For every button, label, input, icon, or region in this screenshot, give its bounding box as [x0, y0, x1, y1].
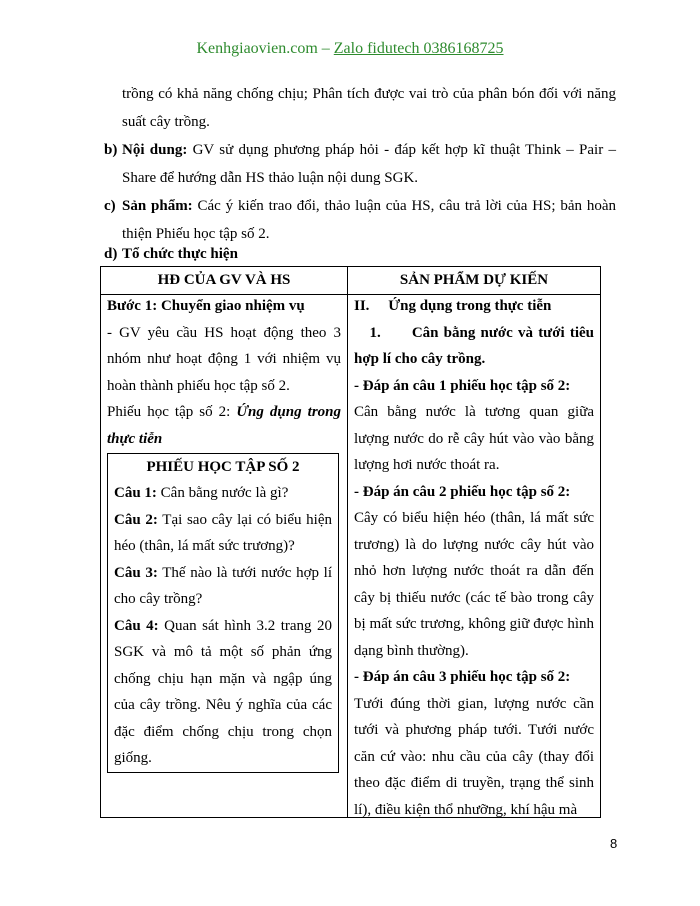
subsection-number: 1. — [369, 324, 381, 341]
question-1: Câu 1: Cân bằng nước là gì? — [114, 485, 289, 501]
col2-header: SẢN PHẨM DỰ KIẾN — [399, 272, 549, 288]
item-d — [104, 240, 616, 268]
subsection-title: Cân bằng nước và tưới tiêu hợp lí cho cây trồng. — [354, 324, 594, 367]
task-text: - GV yêu cầu HS hoạt động theo 3 nhóm như hoạt động 1 với nhiệm vụ hoàn thành phiếu học tập số 2. — [107, 324, 341, 394]
section-number: II. — [354, 298, 370, 314]
page-header — [0, 40, 700, 58]
item-d-key: Tổ chức thực hiện — [122, 246, 238, 262]
table-column-divider — [347, 267, 348, 817]
intro-paragraph: trồng có khả năng chống chịu; Phân tích được vai trò của phân bón đối với năng suất cây trồng. — [122, 86, 616, 130]
item-d-label: d) — [104, 246, 118, 262]
answer-2-text: Cây có biểu hiện héo (thân, lá mất sức trương) là do lượng nước cây hút vào nhỏ hơn lượng nước thoát ra dẫn đến cây bị thiếu nước (các tế bào trong cây bị mất sức trương, không giữ được hình dạng bình thường). — [354, 510, 594, 659]
item-c-key: Sản phẩm: — [122, 198, 193, 214]
site-link[interactable]: Kenhgiaovien.com — [196, 40, 318, 57]
answer-2-heading: - Đáp án câu 2 phiếu học tập số 2: — [354, 483, 571, 500]
question-4: Câu 4: Quan sát hình 3.2 trang 20 SGK và mô tả một số phản ứng chống chịu hạn mặn và ngập úng của cây trồng. Nêu ý nghĩa của các đặc điểm chống chịu trong chọn giống. — [114, 617, 333, 766]
worksheet-box — [107, 453, 339, 773]
section-title: Ứng dụng trong thực tiễn — [388, 298, 552, 314]
zalo-link[interactable]: Zalo fidutech 0386168725 — [333, 40, 504, 57]
question-2: Câu 2: Tại sao cây lại có biểu hiện héo (thân, lá mất sức trương)? — [114, 511, 332, 554]
item-b — [104, 136, 616, 192]
item-c-label: c) — [104, 198, 116, 214]
answer-3-heading: - Đáp án câu 3 phiếu học tập số 2: — [354, 669, 571, 685]
right-cell — [354, 293, 594, 823]
left-cell — [107, 293, 341, 452]
question-3: Câu 3: Thế nào là tưới nước hợp lí cho cây trồng? — [114, 564, 333, 607]
header-separator: – — [317, 40, 334, 57]
col1-header: HĐ CỦA GV VÀ HS — [157, 272, 291, 288]
answer-1-text: Cân bằng nước là tương quan giữa lượng nước do rễ cây hút vào vào bằng lượng hơi nước thoát ra. — [354, 404, 594, 473]
item-b-key: Nội dung: — [122, 142, 188, 158]
step1-heading: Bước 1: Chuyển giao nhiệm vụ — [107, 298, 305, 314]
item-c-text: Các ý kiến trao đổi, thảo luận của HS, câu trả lời của HS; bản hoàn thiện Phiếu học tập số 2. — [122, 198, 616, 242]
ws-ref-plain: Phiếu học tập số 2: — [107, 404, 237, 420]
answer-3-text: Tưới đúng thời gian, lượng nước cần tưới và phương pháp tưới. Tưới nước căn cứ vào: nhu cầu của cây (thay đổi theo đặc điểm di truyền, trạng thể sinh lí), điều kiện thổ nhưỡng, khí hậu mà — [354, 695, 594, 818]
item-b-label: b) — [104, 142, 118, 158]
worksheet-title: PHIẾU HỌC TẬP SỐ 2 — [146, 459, 300, 475]
answer-1-heading: - Đáp án câu 1 phiếu học tập số 2: — [354, 377, 571, 394]
item-b-text: GV sử dụng phương pháp hỏi - đáp kết hợp kĩ thuật Think – Pair – Share để hướng dẫn HS thảo luận nội dung SGK. — [122, 142, 616, 186]
ws-ref-em: Ứng dụng trong thực tiễn — [107, 404, 342, 447]
page-number: 8 — [610, 836, 618, 851]
activity-table — [100, 266, 601, 818]
